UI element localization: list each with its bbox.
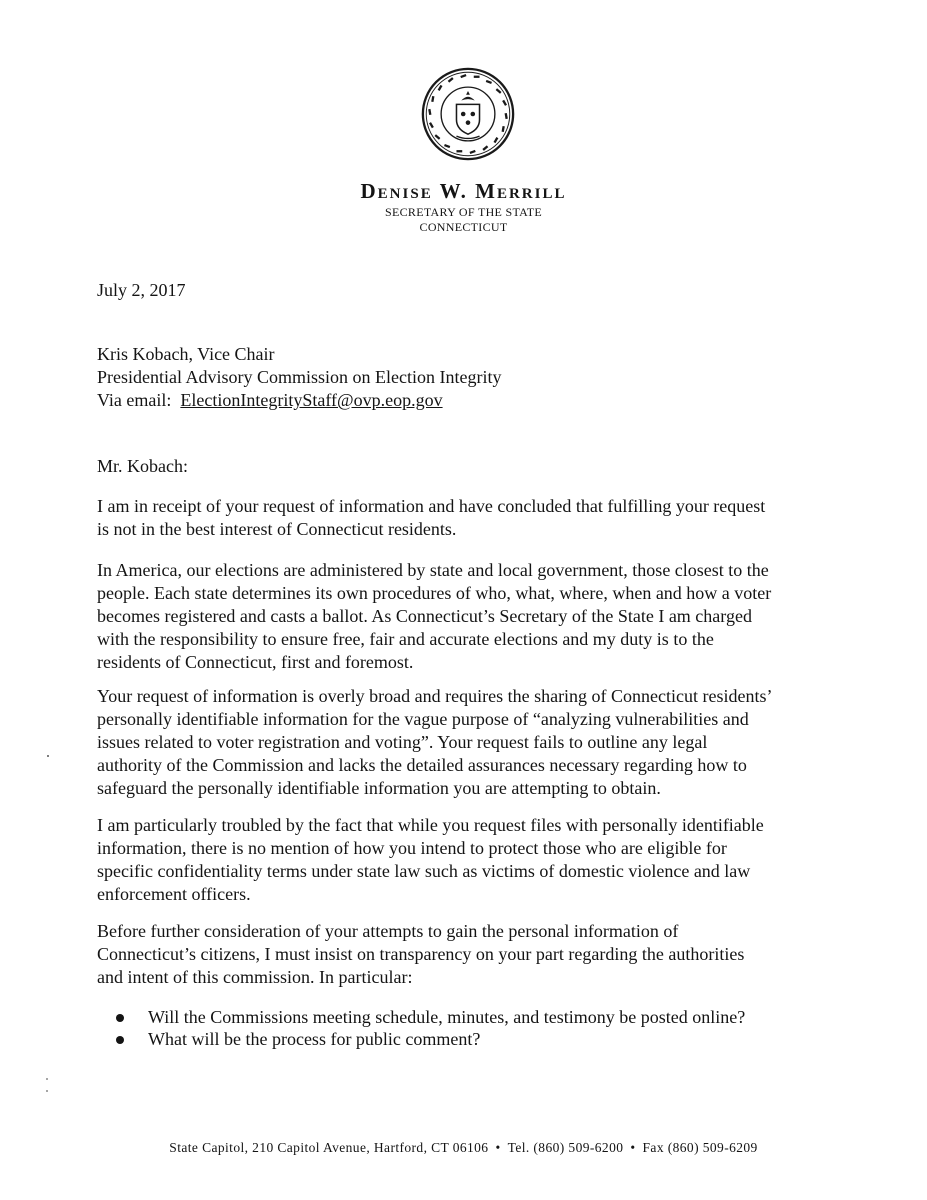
paragraph-line: information, there is no mention of how you intend to protect those who are eligible for bbox=[97, 838, 727, 858]
paragraph-line: I am particularly troubled by the fact that while you request files with personally identifiable bbox=[97, 815, 764, 835]
paragraph-line: issues related to voter registration and voting”. Your request fails to outline any legal bbox=[97, 732, 708, 752]
footer-address-line bbox=[0, 1140, 927, 1156]
list-item-text: Will the Commissions meeting schedule, minutes, and testimony be posted online? bbox=[148, 1007, 746, 1027]
recipient-email-line bbox=[97, 389, 443, 411]
letter-date: July 2, 2017 bbox=[97, 280, 186, 300]
via-email-label: Via email: bbox=[97, 390, 172, 410]
paragraph-line: Your request of information is overly broad and requires the sharing of Connecticut residents’ bbox=[97, 686, 773, 706]
footer-fax: Fax (860) 509-6209 bbox=[642, 1140, 758, 1155]
paragraph-line: specific confidentiality terms under state law such as victims of domestic violence and law bbox=[97, 861, 751, 881]
paragraph-line: Connecticut’s citizens, I must insist on transparency on your part regarding the authorities bbox=[97, 944, 745, 964]
recipient-email-link[interactable]: ElectionIntegrityStaff@ovp.eop.gov bbox=[180, 390, 443, 410]
paragraph-line: safeguard the personally identifiable information you are attempting to obtain. bbox=[97, 778, 661, 798]
sender-state: CONNECTICUT bbox=[419, 220, 508, 234]
footer-address: State Capitol, 210 Capitol Avenue, Hartford, CT 06106 bbox=[169, 1140, 489, 1155]
paragraph-line: is not in the best interest of Connecticut residents. bbox=[97, 519, 457, 539]
paragraph-line: authority of the Commission and lacks the detailed assurances necessary regarding how to bbox=[97, 755, 747, 775]
paragraph-line: In America, our elections are administered by state and local government, those closest to the bbox=[97, 560, 769, 580]
footer-tel: Tel. (860) 509-6200 bbox=[507, 1140, 624, 1155]
list-item-text: What will be the process for public comment? bbox=[148, 1029, 481, 1049]
paragraph-line: I am in receipt of your request of information and have concluded that fulfilling your request bbox=[97, 496, 766, 516]
paragraph-line: people. Each state determines its own procedures of who, what, where, when and how a voter bbox=[97, 583, 772, 603]
paragraph-line: enforcement officers. bbox=[97, 884, 251, 904]
paragraph-line: personally identifiable information for the vague purpose of “analyzing vulnerabilities and bbox=[97, 709, 749, 729]
bullet-icon bbox=[116, 1036, 124, 1044]
sender-name: Denise W. Merrill bbox=[360, 179, 567, 203]
paragraph-line: with the responsibility to ensure free, fair and accurate elections and my duty is to the bbox=[97, 629, 714, 649]
paragraph-line: residents of Connecticut, first and foremost. bbox=[97, 652, 414, 672]
salutation: Mr. Kobach: bbox=[97, 456, 188, 476]
paragraph-line: and intent of this commission. In particular: bbox=[97, 967, 413, 987]
recipient-organization: Presidential Advisory Commission on Election Integrity bbox=[97, 367, 502, 387]
recipient-name: Kris Kobach, Vice Chair bbox=[97, 344, 275, 364]
sender-title: SECRETARY OF THE STATE bbox=[384, 205, 543, 219]
paragraph-line: becomes registered and casts a ballot. As Connecticut’s Secretary of the State I am charged bbox=[97, 606, 752, 626]
bullet-icon bbox=[116, 1014, 124, 1022]
state-seal-icon bbox=[420, 66, 516, 162]
footer-separator: • bbox=[630, 1140, 636, 1155]
paragraph-line: Before further consideration of your attempts to gain the personal information of bbox=[97, 921, 679, 941]
footer-separator: • bbox=[495, 1140, 501, 1155]
